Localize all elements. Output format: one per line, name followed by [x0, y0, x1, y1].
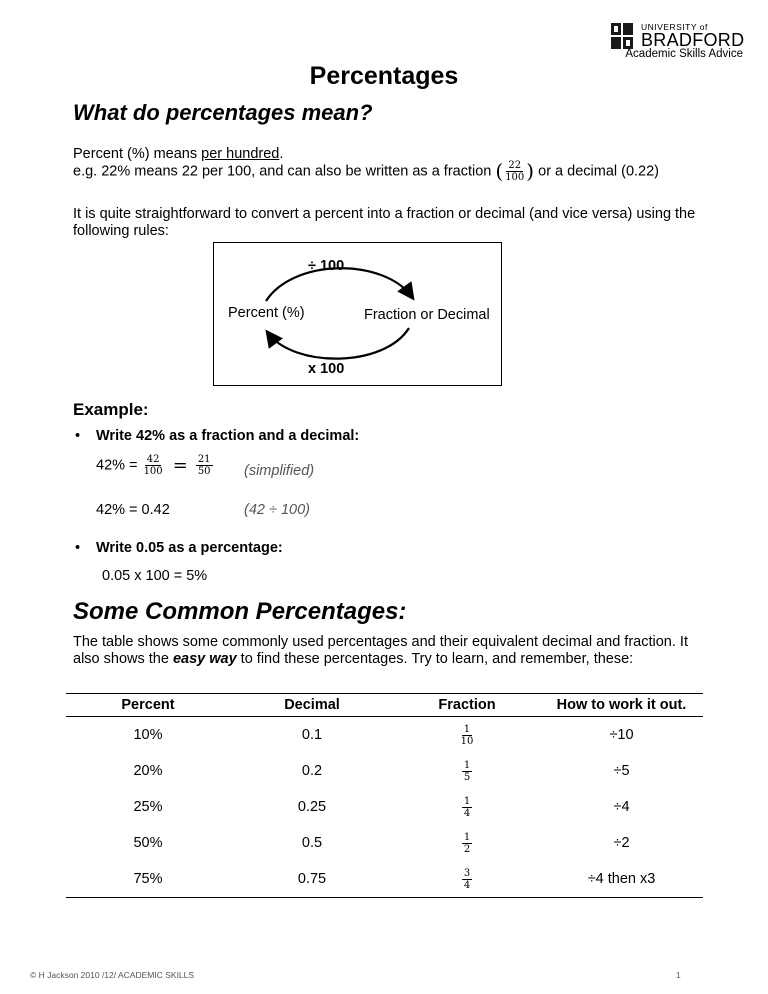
- table-row: [66, 753, 703, 789]
- cell-decimal: 0.25: [297, 799, 327, 815]
- header-decimal: Decimal: [230, 694, 394, 717]
- cell-percent: 75%: [66, 861, 230, 898]
- cell-fraction: [394, 717, 540, 754]
- fraction-denominator: 10: [460, 735, 474, 747]
- table-row: [66, 789, 703, 825]
- fraction-denominator: 2: [463, 843, 471, 855]
- logo-subtitle: Academic Skills Advice: [625, 48, 743, 60]
- table-row: [66, 861, 703, 898]
- example-heading: Example:: [73, 400, 149, 419]
- cell-fraction: [394, 789, 540, 825]
- footer-page-number: 1: [676, 970, 681, 980]
- fraction-numerator: 3: [463, 867, 471, 879]
- logo-bradford-text: BRADFORD: [641, 30, 745, 50]
- per-hundred-text: per hundred: [201, 146, 280, 162]
- fraction-numerator: 1: [463, 759, 471, 771]
- table-row: [66, 717, 703, 754]
- definition-period: .: [279, 146, 284, 162]
- fraction-denominator: 100: [505, 172, 525, 183]
- cell-fraction: [394, 861, 540, 898]
- cell-decimal: 0.1: [301, 727, 323, 743]
- bullet-1-text: Write 42% as a fraction and a decimal:: [96, 428, 360, 444]
- equals-sign: =: [172, 455, 188, 476]
- table-intro-text: The table shows some commonly used percentages and their equivalent decimal and fraction. It also shows the: [73, 634, 688, 667]
- cell-percent: 25%: [133, 799, 163, 815]
- header-how: How to work it out.: [540, 694, 703, 717]
- bullet-2-text: Write 0.05 as a percentage:: [96, 540, 283, 556]
- equation-percentage: 0.05 x 100 = 5%: [102, 568, 208, 584]
- fraction-numerator: 22: [508, 160, 522, 171]
- cell-percent: 10%: [133, 727, 163, 743]
- division-note: (42 ÷ 100): [244, 502, 310, 518]
- conversion-intro: It is quite straightforward to convert a percent into a fraction or decimal (and vice versa) using the following rules:: [73, 206, 696, 239]
- cell-how: ÷4 then x3: [540, 861, 703, 898]
- simplified-note: (simplified): [244, 463, 315, 479]
- multiply-100-label: x 100: [308, 361, 345, 377]
- logo-university-text: UNIVERSITY of: [641, 22, 708, 32]
- cell-percent: 50%: [133, 835, 163, 851]
- fraction-22-100: [503, 160, 526, 183]
- university-crest-icon: [611, 23, 633, 49]
- easy-way-text: easy way: [172, 651, 237, 667]
- equation-decimal: 42% = 0.42: [96, 502, 170, 518]
- fraction-denominator: 100: [143, 466, 163, 477]
- example-line-decimal: or a decimal (0.22): [538, 163, 660, 180]
- divide-100-label: ÷ 100: [308, 258, 345, 274]
- bullet-item-2: [75, 540, 283, 556]
- cell-how: ÷2: [613, 835, 630, 851]
- header-fraction: Fraction: [394, 694, 540, 717]
- conversion-diagram: [213, 242, 502, 386]
- cell-decimal: 0.75: [230, 861, 394, 898]
- bullet-icon: •: [75, 540, 81, 556]
- example-line: e.g. 22% means 22 per 100, and can also be written as a fraction ( $\frac{22}{100}$ ) or a decimal (0.22): [73, 159, 660, 183]
- cell-how: ÷10: [609, 727, 634, 743]
- cell-decimal: 0.5: [301, 835, 323, 851]
- fraction-denominator: 4: [463, 879, 471, 891]
- fraction-numerator: 1: [463, 831, 471, 843]
- cell-fraction: [394, 753, 540, 789]
- cell-how: ÷4: [613, 799, 630, 815]
- fraction-denominator: 5: [463, 771, 471, 783]
- equation-fraction: [96, 454, 213, 477]
- page-title: Percentages: [309, 62, 459, 90]
- cell-percent: 20%: [133, 763, 163, 779]
- footer-copyright: © H Jackson 2010 /12/ ACADEMIC SKILLS: [30, 970, 195, 980]
- definition-text: Percent (%) means: [73, 146, 202, 162]
- fraction-numerator: 42: [146, 454, 160, 465]
- fraction-numerator: 1: [463, 723, 471, 735]
- section-heading-meaning: What do percentages mean?: [73, 100, 373, 125]
- bullet-icon: •: [75, 428, 81, 444]
- fraction-numerator: 21: [197, 454, 211, 465]
- section-heading-common: Some Common Percentages:: [73, 598, 407, 625]
- table-header-row: [66, 694, 703, 717]
- table-intro-text-end: to find these percentages. Try to learn, and remember, these:: [236, 651, 634, 667]
- cell-fraction: [394, 825, 540, 861]
- fraction-decimal-label: Fraction or Decimal: [364, 307, 490, 323]
- cell-how: ÷5: [613, 763, 630, 779]
- multiply-arrow-icon: [268, 328, 409, 359]
- example-line-text: e.g. 22% means 22 per 100, and can also be written as a fraction: [73, 163, 492, 180]
- header-percent: Percent: [66, 694, 230, 717]
- percent-label: Percent (%): [228, 305, 305, 321]
- eq1-lhs: 42% =: [96, 457, 138, 474]
- fraction-denominator: 4: [463, 807, 471, 819]
- fraction-numerator: 1: [463, 795, 471, 807]
- fraction-21-50: [196, 454, 213, 477]
- fraction-denominator: 50: [197, 466, 211, 477]
- percentages-table: [66, 693, 703, 898]
- university-logo: [611, 22, 743, 62]
- fraction-42-100: [142, 454, 165, 477]
- table-intro: [73, 634, 703, 668]
- table-row: [66, 825, 703, 861]
- bullet-item-1: [75, 428, 360, 444]
- cell-decimal: 0.2: [301, 763, 323, 779]
